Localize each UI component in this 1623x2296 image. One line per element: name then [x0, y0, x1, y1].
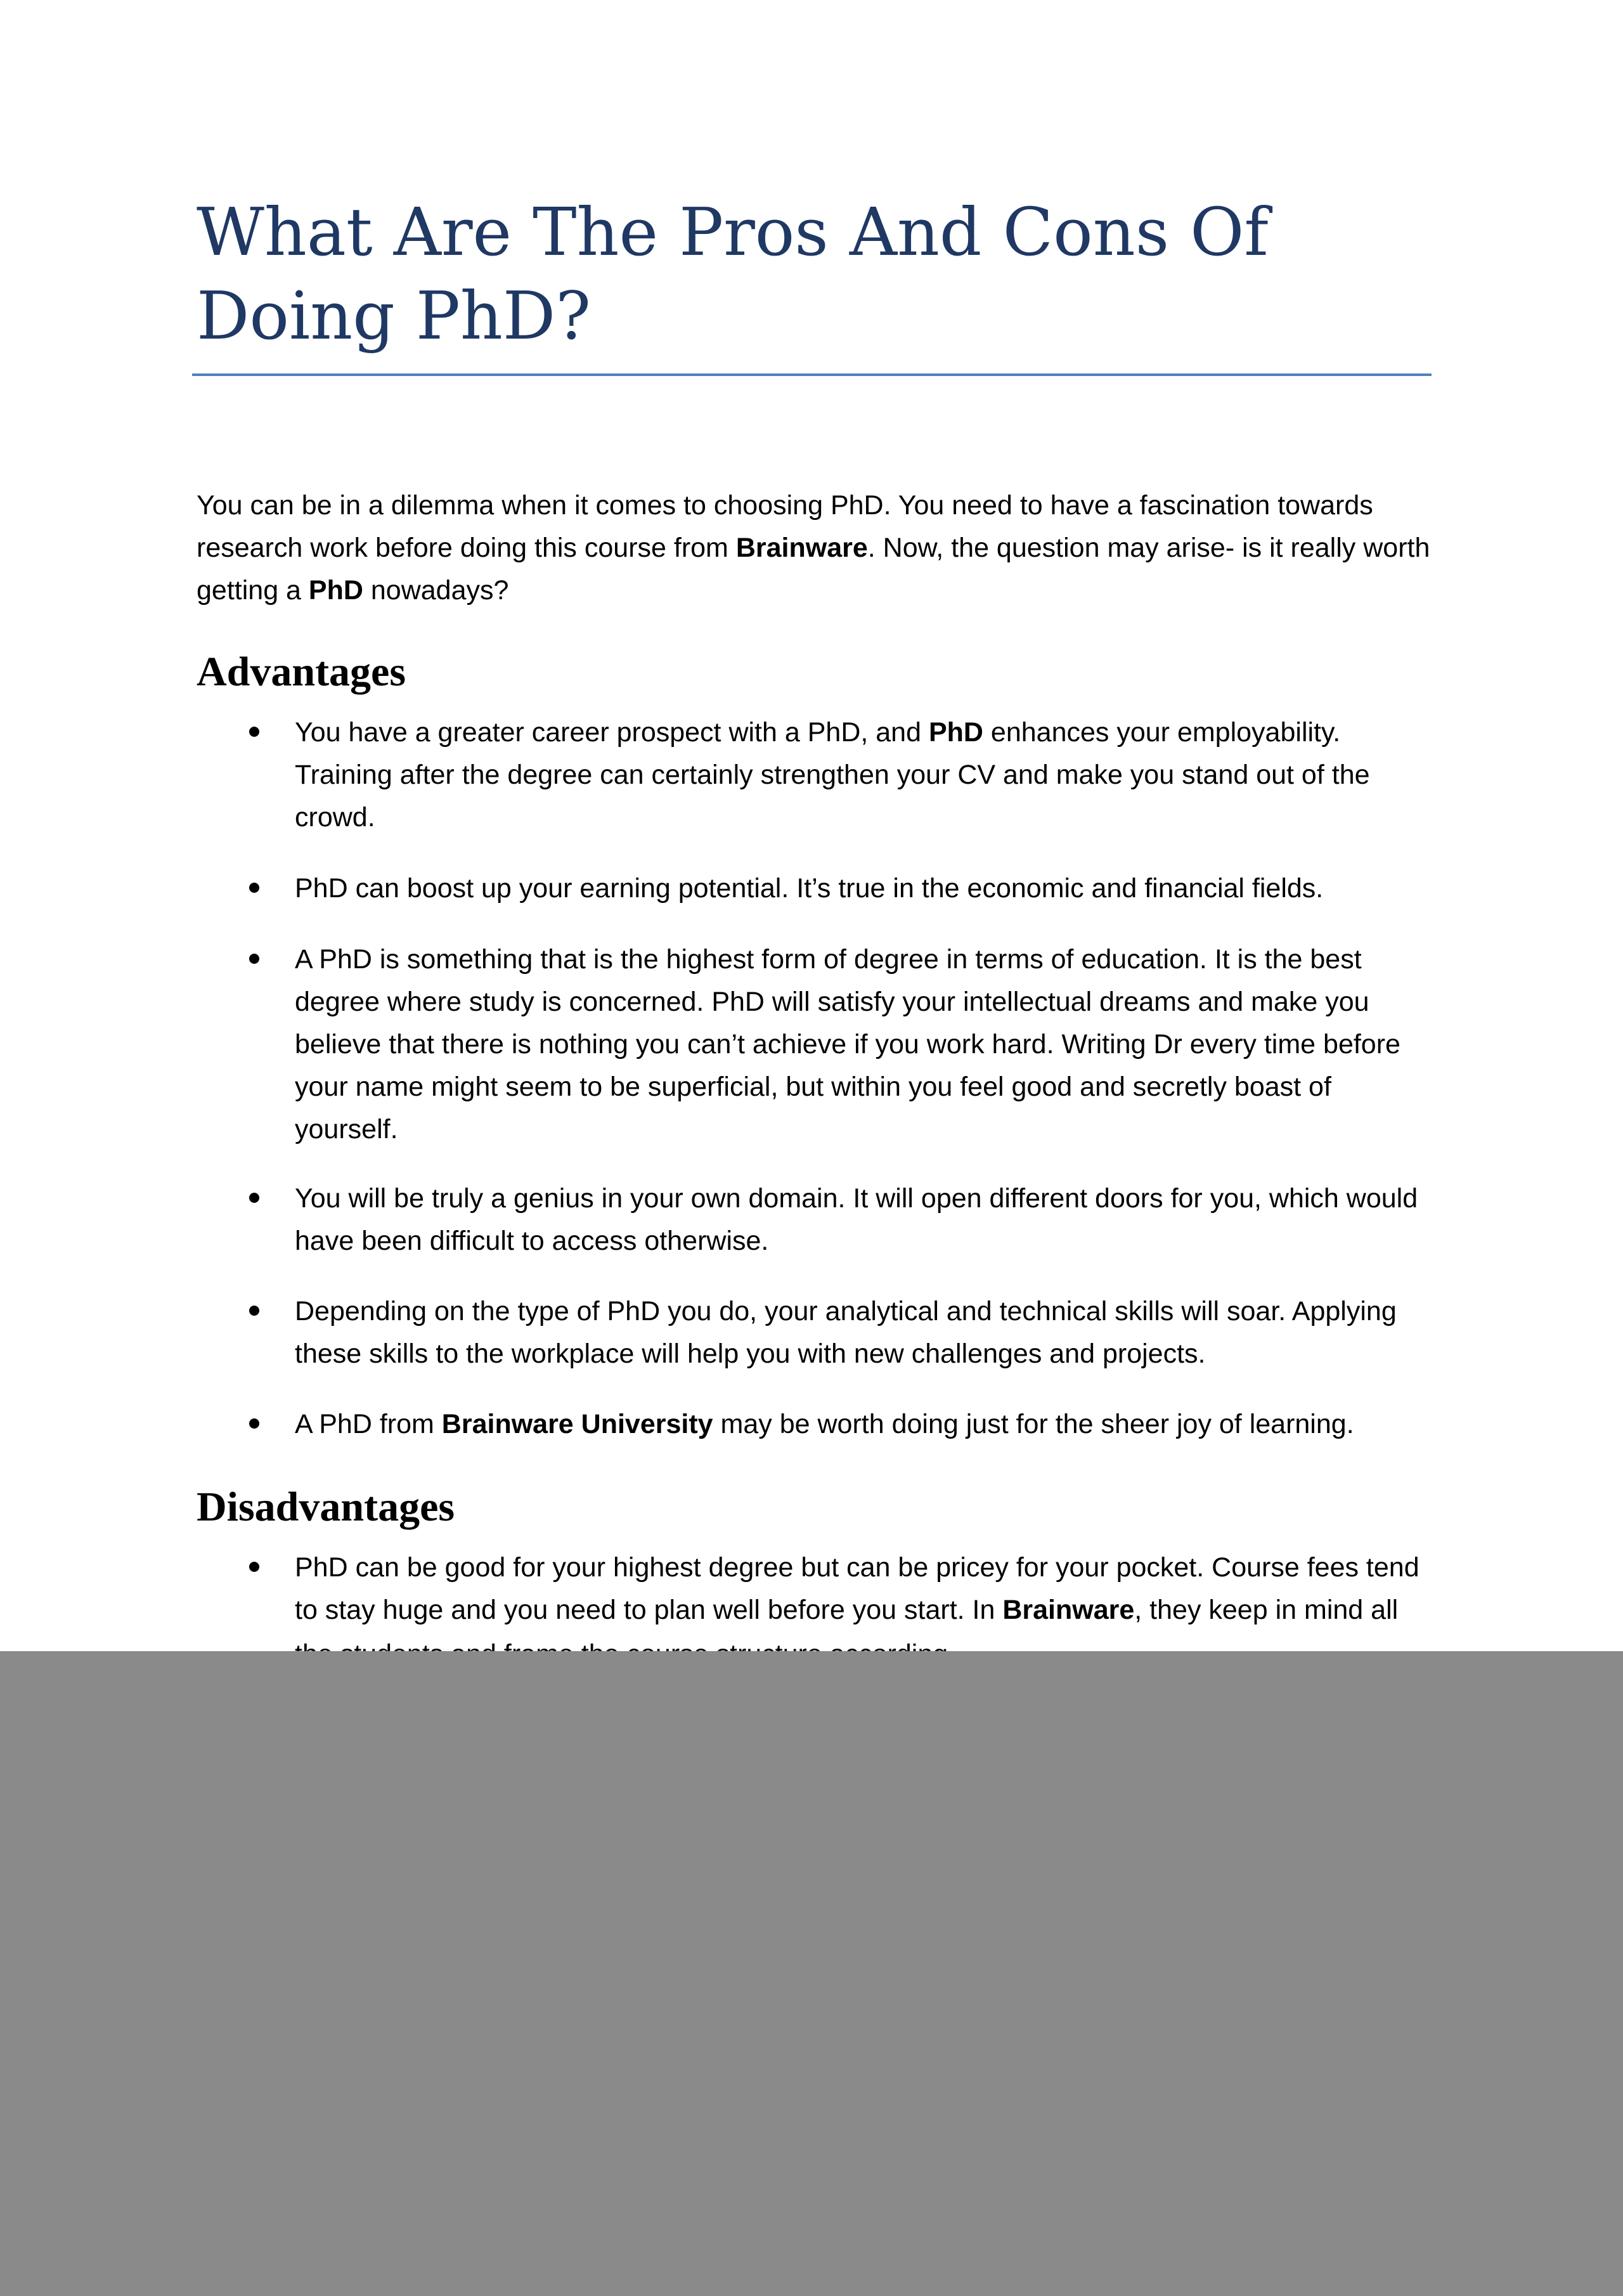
intro-bold-brainware: Brainware	[735, 533, 868, 563]
list-item	[295, 711, 1436, 839]
bullet-icon	[249, 1306, 259, 1316]
advantages-heading: Advantages	[197, 649, 406, 695]
bullet-icon	[249, 1418, 259, 1429]
list-item-bold: Brainware University	[441, 1409, 713, 1439]
list-item-text: A PhD is something that is the highest form of degree in terms of education. It is the best degree where study is concerned. PhD will satisfy your intellectual dreams and make you believe that there is nothing you can’t achieve if you work hard. Writing Dr every time before your name might seem to be superficial, but within you feel good and secretly boast of yourself.	[295, 944, 1400, 1145]
list-item-text: A PhD from	[295, 1409, 442, 1439]
bullet-icon	[249, 954, 259, 964]
page-title: What Are The Pros And Cons Of Doing PhD?	[197, 193, 1269, 354]
list-item	[295, 1547, 1436, 1631]
gray-overlay	[0, 1651, 1623, 2296]
list-item-text: You will be truly a genius in your own domain. It will open different doors for you, which would have been difficult to access otherwise.	[295, 1183, 1418, 1256]
disadvantages-heading: Disadvantages	[197, 1484, 455, 1530]
bullet-icon	[249, 883, 259, 893]
intro-paragraph	[197, 484, 1439, 612]
list-item-text: enhances your employability. Training after the degree can certainly strengthen your CV and make you stand out of the crowd.	[295, 717, 1370, 833]
list-item-bold: PhD	[928, 717, 983, 748]
list-item	[295, 867, 1436, 910]
intro-bold-phd: PhD	[308, 575, 363, 606]
list-item	[295, 1403, 1436, 1446]
list-item-text: PhD can boost up your earning potential. It’s true in the economic and financial fields.	[295, 873, 1324, 904]
intro-text: You can be in a dilemma when it comes to choosing PhD. You need to have a fascination towards research work before doing this course from	[197, 490, 1373, 563]
bullet-icon	[249, 1193, 259, 1203]
list-item	[295, 938, 1436, 1151]
intro-text: . Now, the question may arise- is it really worth getting a	[197, 533, 1430, 606]
bullet-icon	[249, 727, 259, 737]
bullet-icon	[249, 1562, 259, 1572]
list-item-bold: Brainware	[1002, 1595, 1135, 1625]
list-item-text: , they keep in mind all	[1134, 1595, 1399, 1625]
list-item	[295, 1177, 1436, 1262]
list-item	[295, 1290, 1436, 1375]
title-underline	[192, 373, 1432, 376]
list-item-text: PhD can be good for your highest degree but can be pricey for your pocket. Course fees tend to stay huge and you need to plan well before you start. In	[295, 1552, 1419, 1625]
list-item-text: Depending on the type of PhD you do, your analytical and technical skills will soar. Applying these skills to the workplace will help you with new challenges and projects.	[295, 1296, 1397, 1369]
list-item-text: may be worth doing just for the sheer joy of learning.	[713, 1409, 1354, 1439]
list-item-text: You have a greater career prospect with a PhD, and	[295, 717, 929, 748]
intro-text: nowadays?	[363, 575, 509, 606]
